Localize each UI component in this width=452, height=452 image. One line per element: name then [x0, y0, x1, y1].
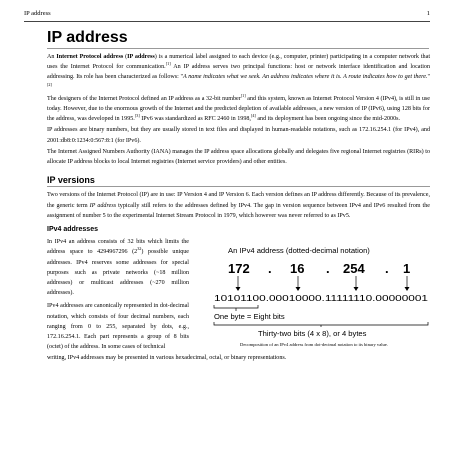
intro-paragraph-2	[47, 94, 430, 125]
arrowhead-1	[236, 287, 241, 291]
ipv4-text-column	[47, 237, 189, 353]
page-title: IP address	[47, 29, 128, 46]
dot-3: .	[385, 261, 389, 277]
byte-label: One byte = Eight bits	[214, 312, 285, 322]
intro-text: IPv6 was standardized as RFC 2460 in 1998,	[139, 116, 251, 123]
citation-ref[interactable]: [3]	[134, 113, 140, 119]
figure-caption: Decomposition of an IPv4 address from dot-decimal notation to its binary value.	[240, 342, 388, 348]
term-ip-address: IP address	[127, 54, 155, 60]
binary-value: 10101100.00010000.11111110.00000001	[214, 294, 429, 304]
ipv4-two-column	[47, 237, 430, 353]
intro-text: and its deployment has been ongoing since the mid-2000s.	[255, 116, 401, 123]
arrowhead-4	[405, 287, 410, 291]
octet-arrows	[238, 276, 407, 289]
section-divider	[47, 186, 430, 187]
exponent: 32	[137, 246, 142, 252]
ipv4-text: In IPv4 an address consists of 32 bits which limits the address space to 4294967296 (2	[47, 239, 189, 256]
ipv4-figure	[198, 241, 430, 353]
ipv4-paragraph-1	[47, 237, 189, 298]
arrowhead-3	[354, 287, 359, 291]
intro-paragraph-1	[47, 52, 430, 93]
citation-ref[interactable]: [4]	[250, 113, 256, 119]
octet-1: 172	[228, 261, 250, 277]
intro-text: An	[47, 54, 57, 60]
term-emphasis: IP address	[89, 202, 117, 209]
versions-text: typically still refers to the addresses defined by IPv4. The gap in version sequence between IPv4 and IPv6 resulted from the assignment of number 5 to the experimental Internet Stream Protocol in 1979, which however was never referred to as IPv5.	[47, 202, 430, 219]
title-divider	[47, 48, 429, 49]
intro-paragraph-3: IP addresses are binary numbers, but they are usually stored in text files and displayed in human-readable notations, such as 172.16.254.1 (for IPv4), and 2001:db8:0:1234:0:567:8:1 (for IPv6).	[47, 127, 430, 144]
intro-text: and this system, known as Internet Protocol Version 4 (IPv4), is still in use today. However, due to the enormous growth of the Internet and the predicted depletion of available addresses, a new version of IP (IPv6), using 128 bits for the address, was developed in 1995.	[47, 95, 430, 123]
arrow-heads	[236, 287, 410, 291]
page-number: 1	[426, 10, 430, 17]
citation-ref[interactable]: [1]	[240, 92, 246, 98]
intro-text: ) is a numerical label assigned to each device (e.g., computer, printer) participating in a computer network that uses the Internet Protocol for communication.	[47, 54, 431, 71]
dot-1: .	[268, 261, 272, 277]
citation-ref[interactable]: [1]	[165, 61, 171, 67]
versions-text: Two versions of the Internet Protocol (IP) are in use: IP Version 4 and IP Version 6. Each version defines an IP address differently. Because of its prevalence, the generic term	[47, 192, 430, 209]
versions-paragraph	[47, 190, 430, 221]
octet-4: 1	[403, 261, 411, 277]
intro-paragraph-4: The Internet Assigned Numbers Authority (IANA) manages the IP address space allocations globally and delegates five regional Internet registries (RIRs) to allocate IP address blocks to local Internet registries (Internet service providers) and other entities.	[47, 148, 430, 166]
section-heading-ip-versions: IP versions	[47, 175, 95, 186]
octet-row	[228, 261, 410, 276]
byte-bracket	[214, 305, 258, 308]
subsection-heading-ipv4: IPv4 addresses	[47, 226, 98, 234]
article-body	[47, 52, 430, 365]
ipv4-paragraph-2-continued: writing, IPv4 addresses may be presented in various hexadecimal, octal, or binary representations.	[47, 355, 287, 362]
intro-text: The designers of the Internet Protocol defined an IP address as a 32-bit number	[47, 95, 241, 102]
quote: A name indicates what we seek. An address indicates where it is. A route indicates how to get there.	[183, 74, 428, 81]
word-bracket	[214, 322, 428, 325]
figure-title: An IPv4 address (dotted-decimal notation)	[228, 246, 370, 256]
citation-ref[interactable]: [2]	[47, 81, 52, 87]
octet-3: 254	[343, 261, 365, 277]
intro-text: An IP address serves two principal functions: host or network interface identification and location addressing. Its role has been characterized as follows: "	[47, 64, 430, 81]
total-bits-label: Thirty-two bits (4 x 8), or 4 bytes	[258, 329, 367, 339]
header-divider	[24, 21, 430, 22]
octet-2: 16	[290, 261, 305, 277]
ipv4-diagram	[198, 241, 430, 341]
running-header-title: IP address	[24, 10, 51, 17]
ipv4-paragraph-2: IPv4 addresses are canonically represented in dot-decimal notation, which consists of four decimal numbers, each ranging from 0 to 255, separated by dots, e.g., 172.16.254.1. Each part represents a group of 8 bits (octet) of the address. In some cases of technical	[47, 303, 189, 351]
intro-text: (	[123, 54, 128, 60]
term-ip-address-full: Internet Protocol address	[56, 54, 124, 60]
ipv4-text: ) possible unique addresses. IPv4 reserves some addresses for special purposes such as private networks (~18 million addresses) or multicast addresses (~270 million addresses).	[47, 249, 190, 297]
arrowhead-2	[296, 287, 301, 291]
intro-text: "	[427, 74, 430, 81]
dot-2: .	[326, 261, 330, 277]
